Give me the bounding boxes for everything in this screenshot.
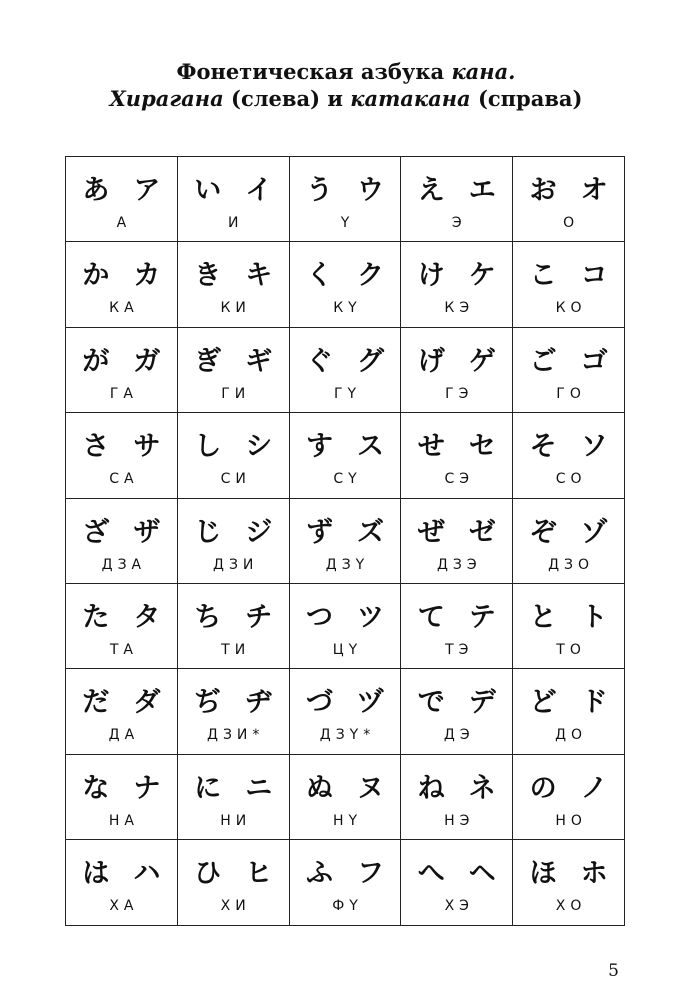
- kana-pair: [178, 601, 289, 635]
- romaji-label: КY: [333, 300, 362, 317]
- romaji-label: ХА: [109, 898, 139, 915]
- romaji-label: ХЭ: [444, 898, 474, 915]
- katakana-char: ト: [580, 601, 608, 633]
- katakana-char: ウ: [356, 175, 384, 206]
- hiragana-char: ぜ: [417, 516, 445, 548]
- kana-pair: [290, 174, 401, 208]
- kana-pair: [178, 345, 289, 379]
- kana-pair: [513, 430, 624, 464]
- hiragana-char: ぎ: [194, 345, 222, 377]
- romaji-label: НЭ: [444, 812, 475, 829]
- table-row: [66, 583, 625, 668]
- page-title: [0, 58, 692, 112]
- romaji-label: КЭ: [444, 300, 475, 317]
- kana-cell: [289, 242, 401, 327]
- katakana-char: ヘ: [468, 858, 496, 890]
- romaji-label: СИ: [220, 471, 251, 488]
- kana-cell: [401, 327, 513, 412]
- hiragana-char: そ: [529, 431, 557, 463]
- romaji-label: СА: [109, 471, 139, 488]
- romaji-label: ДЗY: [325, 556, 370, 573]
- hiragana-char: じ: [194, 516, 222, 548]
- hiragana-char: ご: [529, 345, 557, 377]
- hiragana-char: さ: [82, 431, 110, 463]
- hiragana-char: く: [305, 260, 333, 292]
- kana-cell: [289, 840, 401, 925]
- kana-cell: [513, 498, 625, 583]
- kana-cell: [177, 669, 289, 754]
- katakana-char: グ: [356, 345, 384, 377]
- romaji-label: ДЗА: [101, 556, 147, 573]
- kana-cell: [177, 498, 289, 583]
- hiragana-char: す: [305, 431, 333, 463]
- romaji-label: КИ: [220, 300, 251, 317]
- hiragana-char: ざ: [82, 516, 110, 548]
- hiragana-char: づ: [305, 687, 333, 719]
- romaji-label: НИ: [220, 812, 252, 829]
- romaji-label: КА: [109, 300, 139, 317]
- kana-pair: [290, 857, 401, 891]
- katakana-char: ヌ: [356, 772, 384, 804]
- kana-pair: [401, 259, 512, 293]
- kana-cell: [177, 754, 289, 839]
- table-row: [66, 157, 625, 242]
- romaji-label: Э: [451, 215, 467, 231]
- romaji-label: ДЗY*: [319, 727, 376, 744]
- kana-pair: [66, 516, 177, 550]
- kana-cell: [289, 327, 401, 412]
- katakana-char: ド: [580, 687, 608, 719]
- kana-pair: [290, 601, 401, 635]
- kana-pair: [401, 430, 512, 464]
- hiragana-char: ず: [305, 516, 333, 548]
- hiragana-char: け: [417, 260, 445, 292]
- katakana-char: カ: [133, 260, 161, 292]
- kana-pair: [401, 345, 512, 379]
- romaji-label: Y: [340, 215, 355, 231]
- kana-pair: [513, 174, 624, 208]
- kana-cell: [513, 669, 625, 754]
- romaji-label: ДО: [555, 727, 588, 744]
- katakana-char: エ: [468, 175, 496, 206]
- kana-cell: [289, 498, 401, 583]
- title-left-note: (слева) и: [223, 86, 351, 111]
- romaji-label: ЦY: [332, 641, 363, 658]
- hiragana-char: ひ: [194, 858, 222, 890]
- katakana-char: ノ: [580, 772, 608, 804]
- kana-pair: [513, 345, 624, 379]
- romaji-label: ДЗИ: [213, 556, 259, 573]
- katakana-char: ア: [133, 175, 161, 206]
- romaji-label: ТЭ: [445, 641, 474, 658]
- kana-pair: [401, 857, 512, 891]
- hiragana-char: ぞ: [529, 516, 557, 548]
- kana-cell: [177, 583, 289, 668]
- kana-pair: [290, 430, 401, 464]
- katakana-char: コ: [580, 260, 608, 292]
- kana-cell: [401, 157, 513, 242]
- hiragana-char: ほ: [529, 858, 557, 890]
- kana-cell: [401, 669, 513, 754]
- katakana-char: ジ: [245, 516, 273, 548]
- katakana-char: ゾ: [580, 516, 608, 548]
- kana-cell: [401, 498, 513, 583]
- hiragana-char: に: [194, 772, 222, 804]
- hiragana-char: で: [417, 687, 445, 719]
- table-row: [66, 498, 625, 583]
- kana-pair: [66, 259, 177, 293]
- table-row: [66, 327, 625, 412]
- kana-pair: [290, 516, 401, 550]
- katakana-char: ツ: [356, 601, 384, 633]
- hiragana-char: き: [194, 260, 222, 292]
- katakana-char: ダ: [133, 687, 161, 719]
- romaji-label: ГИ: [221, 385, 251, 402]
- katakana-char: キ: [245, 260, 273, 292]
- kana-cell: [289, 157, 401, 242]
- hiragana-char: え: [417, 175, 445, 206]
- kana-cell: [66, 754, 178, 839]
- kana-cell: [513, 242, 625, 327]
- katakana-char: ナ: [133, 772, 161, 804]
- romaji-label: СЭ: [444, 471, 475, 488]
- kana-pair: [178, 772, 289, 806]
- kana-cell: [513, 754, 625, 839]
- kana-table-body: [66, 157, 625, 926]
- katakana-char: ヒ: [245, 858, 273, 890]
- title-line-1: [0, 58, 692, 85]
- katakana-char: フ: [356, 858, 384, 890]
- hiragana-char: ど: [529, 687, 557, 719]
- hiragana-char: こ: [529, 260, 557, 292]
- katakana-char: ギ: [245, 345, 273, 377]
- katakana-char: ハ: [133, 858, 161, 890]
- kana-cell: [66, 413, 178, 498]
- table-row: [66, 840, 625, 925]
- kana-pair: [401, 772, 512, 806]
- romaji-label: НА: [108, 812, 139, 829]
- katakana-char: ニ: [245, 772, 273, 804]
- kana-cell: [177, 413, 289, 498]
- katakana-char: ヅ: [356, 687, 384, 719]
- katakana-char: テ: [468, 601, 496, 633]
- kana-cell: [513, 327, 625, 412]
- katakana-char: ザ: [133, 516, 161, 548]
- table-row: [66, 242, 625, 327]
- kana-pair: [66, 857, 177, 891]
- romaji-label: ДЭ: [443, 727, 475, 744]
- romaji-label: НО: [555, 812, 587, 829]
- kana-cell: [66, 498, 178, 583]
- kana-pair: [66, 174, 177, 208]
- katakana-char: デ: [468, 687, 496, 719]
- romaji-label: ДЗО: [548, 556, 595, 573]
- hiragana-char: げ: [417, 345, 445, 377]
- hiragana-char: と: [529, 601, 557, 633]
- romaji-label: О: [563, 215, 580, 231]
- hiragana-char: ぐ: [305, 345, 333, 377]
- kana-cell: [289, 669, 401, 754]
- romaji-label: И: [227, 215, 244, 231]
- kana-cell: [401, 583, 513, 668]
- kana-pair: [401, 601, 512, 635]
- title-hiragana: Хирагана: [109, 86, 224, 111]
- kana-pair: [178, 857, 289, 891]
- kana-pair: [178, 430, 289, 464]
- kana-cell: [513, 840, 625, 925]
- romaji-label: КО: [555, 300, 587, 317]
- hiragana-char: ぬ: [305, 772, 333, 804]
- katakana-char: チ: [245, 601, 273, 633]
- kana-cell: [177, 327, 289, 412]
- kana-cell: [66, 242, 178, 327]
- katakana-char: ヂ: [245, 687, 273, 719]
- romaji-label: НY: [332, 812, 363, 829]
- kana-pair: [401, 686, 512, 720]
- kana-pair: [290, 772, 401, 806]
- kana-pair: [178, 686, 289, 720]
- hiragana-char: へ: [417, 858, 445, 890]
- katakana-char: ソ: [580, 431, 608, 463]
- kana-pair: [66, 601, 177, 635]
- title-kana: кана.: [451, 59, 516, 84]
- kana-pair: [513, 516, 624, 550]
- kana-cell: [401, 242, 513, 327]
- romaji-label: СY: [333, 471, 362, 488]
- title-katakana: катакана: [350, 86, 471, 111]
- romaji-label: ДЗЭ: [436, 556, 482, 573]
- kana-pair: [513, 857, 624, 891]
- hiragana-char: う: [305, 175, 333, 206]
- hiragana-char: が: [82, 345, 110, 377]
- kana-pair: [290, 345, 401, 379]
- kana-cell: [401, 754, 513, 839]
- katakana-char: ガ: [133, 345, 161, 377]
- kana-pair: [290, 259, 401, 293]
- hiragana-char: つ: [305, 601, 333, 633]
- kana-cell: [401, 840, 513, 925]
- kana-cell: [289, 583, 401, 668]
- romaji-label: ГЭ: [445, 385, 474, 402]
- hiragana-char: て: [417, 601, 445, 633]
- romaji-label: ТИ: [221, 641, 251, 658]
- hiragana-char: お: [529, 175, 557, 206]
- romaji-label: ХО: [555, 898, 587, 915]
- kana-pair: [513, 601, 624, 635]
- kana-pair: [513, 686, 624, 720]
- kana-cell: [177, 157, 289, 242]
- romaji-label: ТО: [556, 641, 586, 658]
- hiragana-char: の: [529, 772, 557, 804]
- katakana-char: ホ: [580, 858, 608, 890]
- kana-cell: [66, 157, 178, 242]
- kana-pair: [290, 686, 401, 720]
- kana-cell: [513, 157, 625, 242]
- kana-table: [65, 156, 625, 926]
- hiragana-char: ね: [417, 772, 445, 804]
- kana-cell: [513, 413, 625, 498]
- kana-cell: [66, 669, 178, 754]
- kana-pair: [401, 174, 512, 208]
- kana-pair: [178, 174, 289, 208]
- table-row: [66, 754, 625, 839]
- katakana-char: タ: [133, 601, 161, 633]
- hiragana-char: い: [194, 175, 222, 206]
- romaji-label: ГО: [556, 385, 586, 402]
- kana-cell: [289, 413, 401, 498]
- title-line-2: [0, 85, 692, 112]
- katakana-char: オ: [580, 175, 608, 206]
- romaji-label: ГА: [109, 385, 138, 402]
- katakana-char: シ: [245, 431, 273, 463]
- hiragana-char: ち: [194, 601, 222, 633]
- katakana-char: ゴ: [580, 345, 608, 377]
- kana-pair: [178, 516, 289, 550]
- katakana-char: ス: [356, 431, 384, 463]
- romaji-label: ТА: [109, 641, 138, 658]
- romaji-label: СО: [555, 471, 587, 488]
- kana-cell: [401, 413, 513, 498]
- hiragana-char: せ: [417, 431, 445, 463]
- romaji-label: ХИ: [220, 898, 251, 915]
- kana-cell: [177, 840, 289, 925]
- kana-cell: [66, 327, 178, 412]
- hiragana-char: だ: [82, 687, 110, 719]
- romaji-label: ФY: [332, 898, 363, 915]
- title-right-note: (справа): [470, 86, 583, 111]
- katakana-char: ケ: [468, 260, 496, 292]
- hiragana-char: な: [82, 772, 110, 804]
- romaji-label: ГY: [333, 385, 362, 402]
- kana-cell: [177, 242, 289, 327]
- katakana-char: ネ: [468, 772, 496, 804]
- romaji-label: А: [116, 215, 132, 231]
- page-number: 5: [608, 961, 619, 981]
- romaji-label: ДА: [108, 727, 140, 744]
- hiragana-char: か: [82, 260, 110, 292]
- romaji-label: ДЗИ*: [207, 727, 265, 744]
- kana-pair: [178, 259, 289, 293]
- hiragana-char: た: [82, 601, 110, 633]
- katakana-char: イ: [245, 175, 273, 206]
- kana-pair: [66, 345, 177, 379]
- katakana-char: ク: [356, 260, 384, 292]
- table-row: [66, 413, 625, 498]
- kana-pair: [513, 772, 624, 806]
- kana-cell: [66, 583, 178, 668]
- kana-cell: [289, 754, 401, 839]
- table-row: [66, 669, 625, 754]
- kana-pair: [66, 686, 177, 720]
- kana-cell: [66, 840, 178, 925]
- katakana-char: ズ: [356, 516, 384, 548]
- katakana-char: ゼ: [468, 516, 496, 548]
- katakana-char: サ: [133, 431, 161, 463]
- kana-pair: [66, 772, 177, 806]
- katakana-char: ゲ: [468, 345, 496, 377]
- hiragana-char: ぢ: [194, 687, 222, 719]
- hiragana-char: あ: [82, 175, 110, 206]
- hiragana-char: は: [82, 858, 110, 890]
- hiragana-char: し: [194, 431, 222, 463]
- title-text: Фонетическая азбука: [176, 59, 452, 84]
- kana-pair: [401, 516, 512, 550]
- kana-pair: [66, 430, 177, 464]
- katakana-char: セ: [468, 431, 496, 463]
- hiragana-char: ふ: [305, 858, 333, 890]
- kana-cell: [513, 583, 625, 668]
- kana-pair: [513, 259, 624, 293]
